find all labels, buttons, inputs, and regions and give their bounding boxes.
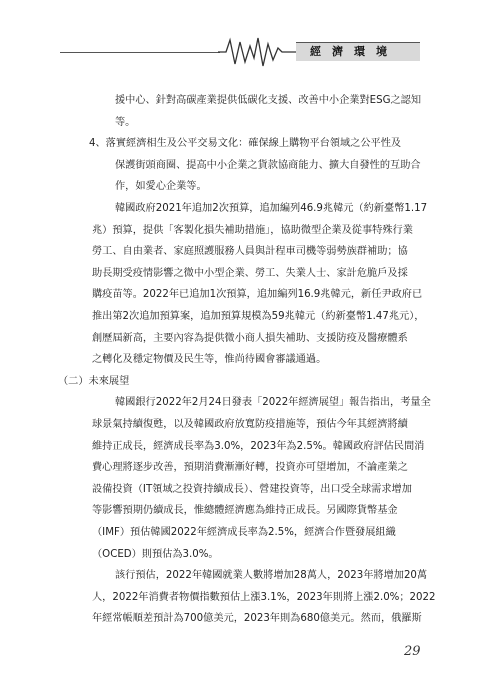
text-line: 設備投資（IT領域之投資持續成長）、營建投資等，出口受全球需求增加: [92, 483, 412, 495]
text-line: 維持正成長，經濟成長率為3.0%，2023年為2.5%。韓國政府評估民間消: [92, 440, 425, 452]
paragraph-start: 韓國銀行2022年2月24日發表「2022年經濟展望」報告指出，考量全: [115, 397, 431, 409]
paragraph-start: 該行預估，2022年韓國就業人數將增加28萬人，2023年將增加20萬: [115, 570, 428, 582]
header-rule-left: [60, 52, 220, 53]
page-number: 29: [404, 644, 421, 659]
text-line: 年經常帳順差預計為700億美元，2023年則為680億美元。然而，俄羅斯: [92, 613, 422, 625]
text-line: 推出第2次追加預算案，追加預算規模為59兆韓元（約新臺幣1.47兆元），: [92, 311, 425, 322]
text-line: 費心理將逐步改善，預期消費漸漸好轉，投資亦可望增加，不論產業之: [92, 462, 408, 474]
heartbeat-wave-icon: [218, 36, 298, 68]
list-item-4: 4、落實經濟相生及公平交易文化：確保線上購物平台領域之公平性及: [89, 138, 402, 150]
text-line: 人，2022年消費者物價指數預估上漲3.1%，2023年則將上漲2.0%；2022: [92, 591, 436, 603]
header-title: 經濟環境: [310, 45, 398, 58]
section-heading: （二）未來展望: [58, 375, 130, 387]
text-line: 兆）預算，提供「客製化損失補助措施」，協助微型企業及從事特殊行業: [92, 224, 413, 236]
text-line: （OCED）則預估為3.0%。: [92, 548, 219, 560]
text-line: 援中心、針對高碳產業提供低碳化支援、改善中小企業對ESG之認知: [115, 95, 422, 106]
text-line: 作，如愛心企業等。: [115, 181, 207, 193]
text-line: 購疫苗等。2022年已追加1次預算，追加編列16.9兆韓元，新任尹政府已: [92, 289, 423, 301]
paragraph-start: 韓國政府2021年追加2次預算，追加編列46.9兆韓元（約新臺幣1.17: [115, 203, 428, 214]
text-line: 創歷屆新高，主要內容為提供微小商人損失補助、支援防疫及醫療體系: [92, 332, 408, 344]
text-line: 等。: [115, 116, 136, 128]
text-line: 勞工、自由業者、家庭照護服務人員與計程車司機等弱勢族群補助；協: [92, 246, 408, 258]
text-line: 之轉化及穩定物價及民生等，惟尚待國會審議通過。: [92, 354, 327, 366]
text-line: （IMF）預估韓國2022年經濟成長率為2.5%，經濟合作暨發展組織: [92, 527, 396, 538]
text-line: 球景氣持續復甦，以及韓國政府放寬防疫措施等，預估今年其經濟將續: [92, 419, 408, 430]
text-line: 助長期受疫情影響之微中小型企業、勞工、失業人士、家計危脆戶及採: [92, 267, 408, 279]
text-line: 保護街頭商圈、提高中小企業之貨款協商能力、擴大自發性的互助合: [115, 159, 421, 171]
text-line: 等影響預期仍續成長，惟總體經濟應為維持正成長。另國際貨幣基金: [92, 505, 398, 517]
